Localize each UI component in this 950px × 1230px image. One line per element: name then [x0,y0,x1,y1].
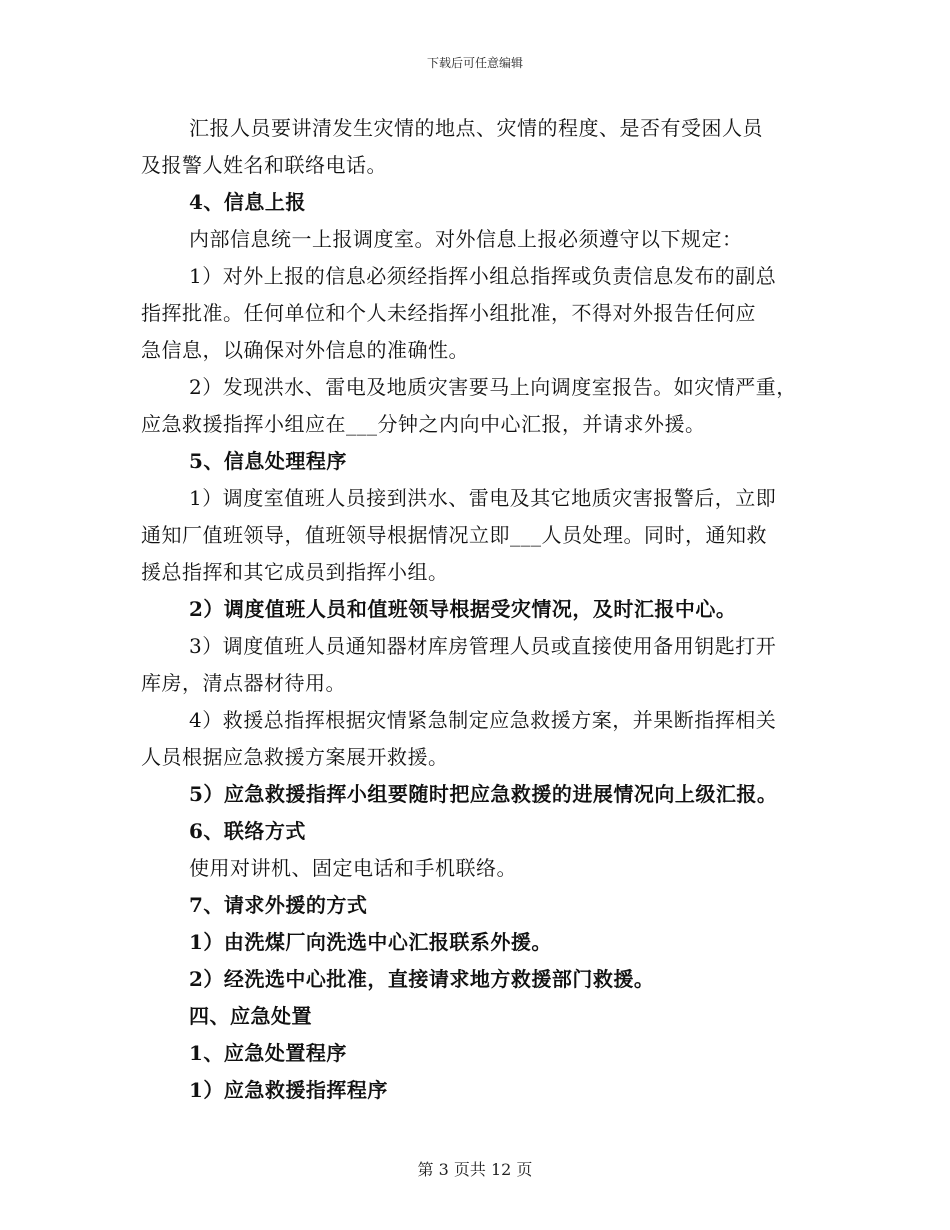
section-heading: 四、应急处置 [189,1004,312,1028]
section-heading: 1）应急救援指挥程序 [189,1078,388,1102]
page-footer: 第 3 页共 12 页 [417,1160,533,1179]
section-heading: 6、联络方式 [189,819,306,843]
paragraph-line: 1）调度室值班人员接到洪水、雷电及其它地质灾害报警后，立即 [189,486,777,510]
page-header: 下载后可任意编辑 [426,56,523,70]
paragraph-line: 库房，清点器材待用。 [141,671,346,695]
paragraph-line: 2）经洗选中心批准，直接请求地方救援部门救援。 [189,967,655,991]
section-heading: 7、请求外援的方式 [189,893,368,917]
paragraph-line: 2）发现洪水、雷电及地质灾害要马上向调度室报告。如灾情严重， [189,375,797,399]
paragraph-line: 急信息，以确保对外信息的准确性。 [141,338,469,362]
paragraph-line: 援总指挥和其它成员到指挥小组。 [141,560,449,584]
section-heading: 1、应急处置程序 [189,1041,347,1065]
paragraph-line: 及报警人姓名和联络电话。 [141,153,387,177]
paragraph-line: 3）调度值班人员通知器材库房管理人员或直接使用备用钥匙打开 [189,634,777,658]
paragraph-line: 1）对外上报的信息必须经指挥小组总指挥或负责信息发布的副总 [189,264,777,288]
paragraph-line: 通知厂值班领导，值班领导根据情况立即___人员处理。同时，通知救 [141,523,767,547]
document-body [141,110,821,1109]
paragraph-line: 指挥批准。任何单位和个人未经指挥小组批准，不得对外报告任何应 [141,301,756,325]
paragraph-line: 1）由洗煤厂向洗选中心汇报联系外援。 [189,930,552,954]
paragraph-line: 汇报人员要讲清发生灾情的地点、灾情的程度、是否有受困人员 [189,116,763,140]
paragraph-line: 使用对讲机、固定电话和手机联络。 [189,856,517,880]
paragraph-line: 应急救援指挥小组应在___分钟之内向中心汇报，并请求外援。 [141,412,706,436]
paragraph-line: 4）救援总指挥根据灾情紧急制定应急救援方案，并果断指挥相关 [189,708,777,732]
paragraph-line: 5）应急救援指挥小组要随时把应急救援的进展情况向上级汇报。 [189,782,778,806]
paragraph-line: 2）调度值班人员和值班领导根据受灾情况，及时汇报中心。 [189,597,737,621]
paragraph-line: 内部信息统一上报调度室。对外信息上报必须遵守以下规定： [189,227,743,251]
section-heading: 4、信息上报 [189,190,306,214]
section-heading: 5、信息处理程序 [189,449,347,473]
paragraph-line: 人员根据应急救援方案展开救援。 [141,745,449,769]
